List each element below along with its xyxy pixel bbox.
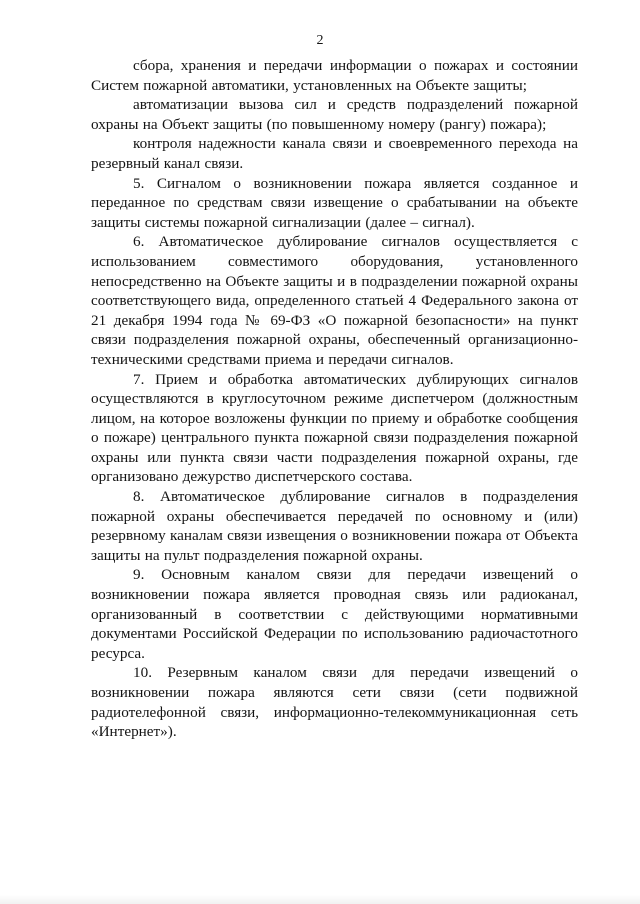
paragraph-automation-clause: автоматизации вызова сил и средств подразделений пожарной охраны на Объект защиты (по повышенному номеру (рангу) пожара); — [91, 96, 578, 133]
document-body — [91, 56, 578, 742]
paragraph-control-clause: контроля надежности канала связи и своевременного перехода на резервный канал связи. — [91, 135, 578, 172]
paragraph-10: 10. Резервным каналом связи для передачи извещений о возникновении пожара являются сети связи (сети подвижной радиотелефонной связи, информационно-телекоммуникационная сеть «Интернет»). — [91, 664, 578, 741]
paragraph-8: 8. Автоматическое дублирование сигналов в подразделения пожарной охраны обеспечивается передачей по основному и (или) резервному каналам связи извещения о возникновении пожара от Объекта защиты на пульт подразделения пожарной охраны. — [91, 488, 578, 564]
paragraph-5: 5. Сигналом о возникновении пожара является созданное и переданное по средствам связи извещение о срабатывании на объекте защиты системы пожарной сигнализации (далее – сигнал). — [91, 174, 578, 231]
paragraph-9: 9. Основным каналом связи для передачи извещений о возникновении пожара является проводная связь или радиоканал, организованный в соответствии с действующими нормативными документами Российской Федерации по использованию радиочастотного ресурса. — [91, 566, 578, 662]
page-number: 2 — [316, 33, 324, 48]
scan-bottom-edge — [0, 895, 640, 904]
paragraph-6: 6. Автоматическое дублирование сигналов осуществляется с использованием совместимого оборудования, установленного непосредственно на Объекте защиты и в подразделении пожарной охраны соответствующего вида, определенного статьей 4 Федерального закона от 21 декабря 1994 года № 69-ФЗ «О пожарной безопасности» на пункт связи подразделения пожарной охраны, обеспеченный организационно-техническими средствами приема и передачи сигналов. — [91, 233, 578, 368]
paragraph-7: 7. Прием и обработка автоматических дублирующих сигналов осуществляются в круглосуточном режиме диспетчером (должностным лицом, на которое возложены функции по приему и обработке сообщения о пожаре) центрального пункта пожарной связи подразделения пожарной охраны или пункта связи части подразделения пожарной охраны, где организовано дежурство диспетчерского состава. — [91, 370, 578, 486]
paragraph-collection-clause: сбора, хранения и передачи информации о пожарах и состоянии Систем пожарной автоматики, установленных на Объекте защиты; — [91, 57, 578, 94]
